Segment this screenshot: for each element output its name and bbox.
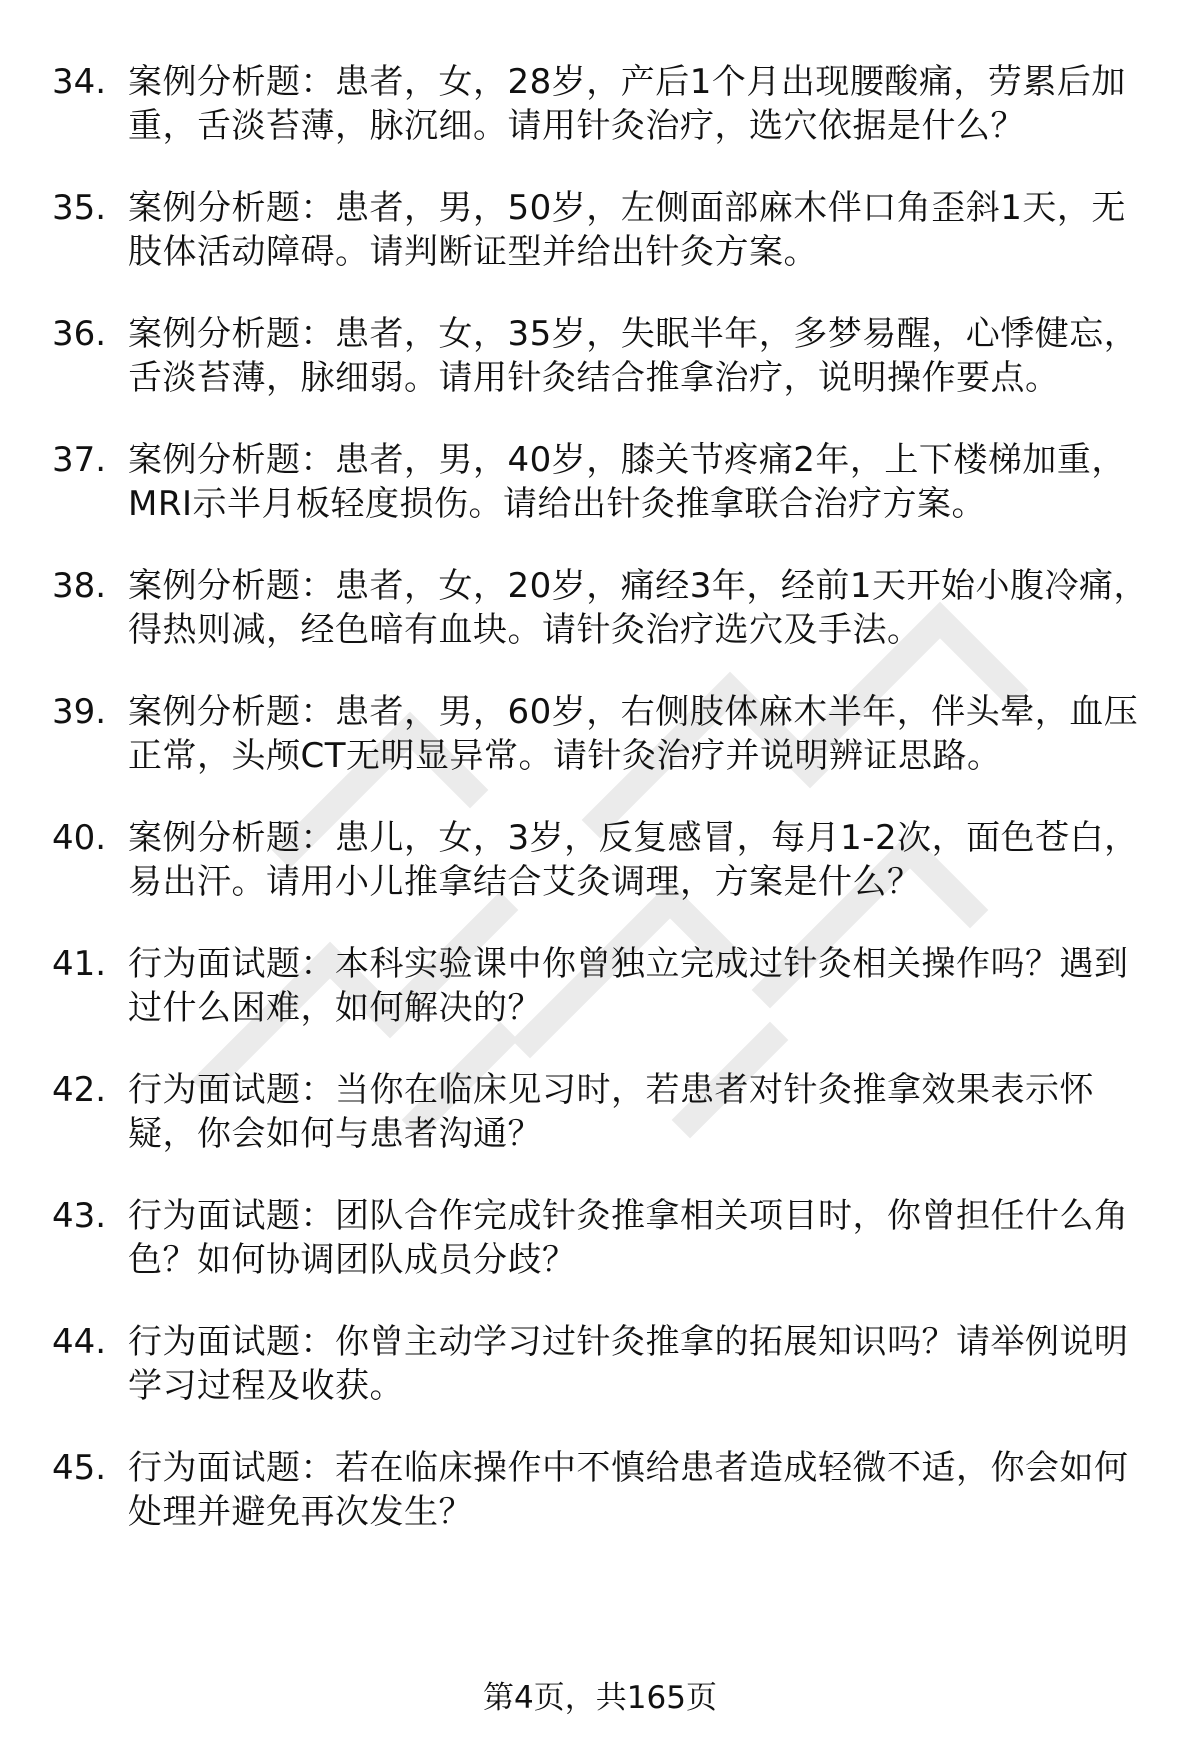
question-item — [52, 1446, 1152, 1534]
question-number: 41. — [52, 944, 107, 984]
question-text: 案例分析题：患者，女，28岁，产后1个月出现腰酸痛，劳累后加重，舌淡苔薄，脉沉细。请用针灸治疗，选穴依据是什么？ — [128, 62, 1126, 146]
question-text: 案例分析题：患者，男，50岁，左侧面部麻木伴口角歪斜1天，无肢体活动障碍。请判断证型并给出针灸方案。 — [128, 188, 1126, 272]
question-list — [52, 60, 1152, 1572]
question-item — [52, 186, 1152, 274]
question-item — [52, 1068, 1152, 1156]
question-item — [52, 564, 1152, 652]
question-text: 案例分析题：患者，女，20岁，痛经3年，经前1天开始小腹冷痛，得热则减，经色暗有血块。请针灸治疗选穴及手法。 — [128, 566, 1149, 650]
question-text: 行为面试题：团队合作完成针灸推拿相关项目时，你曾担任什么角色？如何协调团队成员分歧？ — [128, 1196, 1129, 1280]
question-item — [52, 1194, 1152, 1282]
question-text: 案例分析题：患者，女，35岁，失眠半年，多梦易醒，心悸健忘，舌淡苔薄，脉细弱。请用针灸结合推拿治疗，说明操作要点。 — [128, 314, 1139, 398]
question-text: 案例分析题：患者，男，40岁，膝关节疼痛2年，上下楼梯加重，MRI示半月板轻度损伤。请给出针灸推拿联合治疗方案。 — [128, 440, 1126, 524]
question-text: 行为面试题：你曾主动学习过针灸推拿的拓展知识吗？请举例说明学习过程及收获。 — [128, 1322, 1129, 1406]
question-text: 行为面试题：若在临床操作中不慎给患者造成轻微不适，你会如何处理并避免再次发生？ — [128, 1448, 1129, 1532]
question-number: 39. — [52, 692, 107, 732]
question-item — [52, 438, 1152, 526]
question-text: 案例分析题：患者，男，60岁，右侧肢体麻木半年，伴头晕，血压正常，头颅CT无明显异常。请针灸治疗并说明辨证思路。 — [128, 692, 1139, 776]
question-number: 40. — [52, 818, 107, 858]
question-item — [52, 690, 1152, 778]
question-number: 42. — [52, 1070, 107, 1110]
question-number: 45. — [52, 1448, 107, 1488]
question-text: 案例分析题：患儿，女，3岁，反复感冒，每月1-2次，面色苍白，易出汗。请用小儿推拿结合艾灸调理，方案是什么？ — [128, 818, 1139, 902]
question-item — [52, 942, 1152, 1030]
question-number: 43. — [52, 1196, 107, 1236]
question-number: 37. — [52, 440, 107, 480]
question-number: 36. — [52, 314, 107, 354]
question-item — [52, 312, 1152, 400]
question-item — [52, 816, 1152, 904]
page-footer: 第4页，共165页 — [483, 1680, 717, 1716]
question-item — [52, 60, 1152, 148]
question-text: 行为面试题：本科实验课中你曾独立完成过针灸相关操作吗？遇到过什么困难，如何解决的？ — [128, 944, 1129, 1028]
question-number: 44. — [52, 1322, 107, 1362]
question-item — [52, 1320, 1152, 1408]
question-number: 35. — [52, 188, 107, 228]
question-text: 行为面试题：当你在临床见习时，若患者对针灸推拿效果表示怀疑，你会如何与患者沟通？ — [128, 1070, 1094, 1154]
question-number: 38. — [52, 566, 107, 606]
question-number: 34. — [52, 62, 107, 102]
